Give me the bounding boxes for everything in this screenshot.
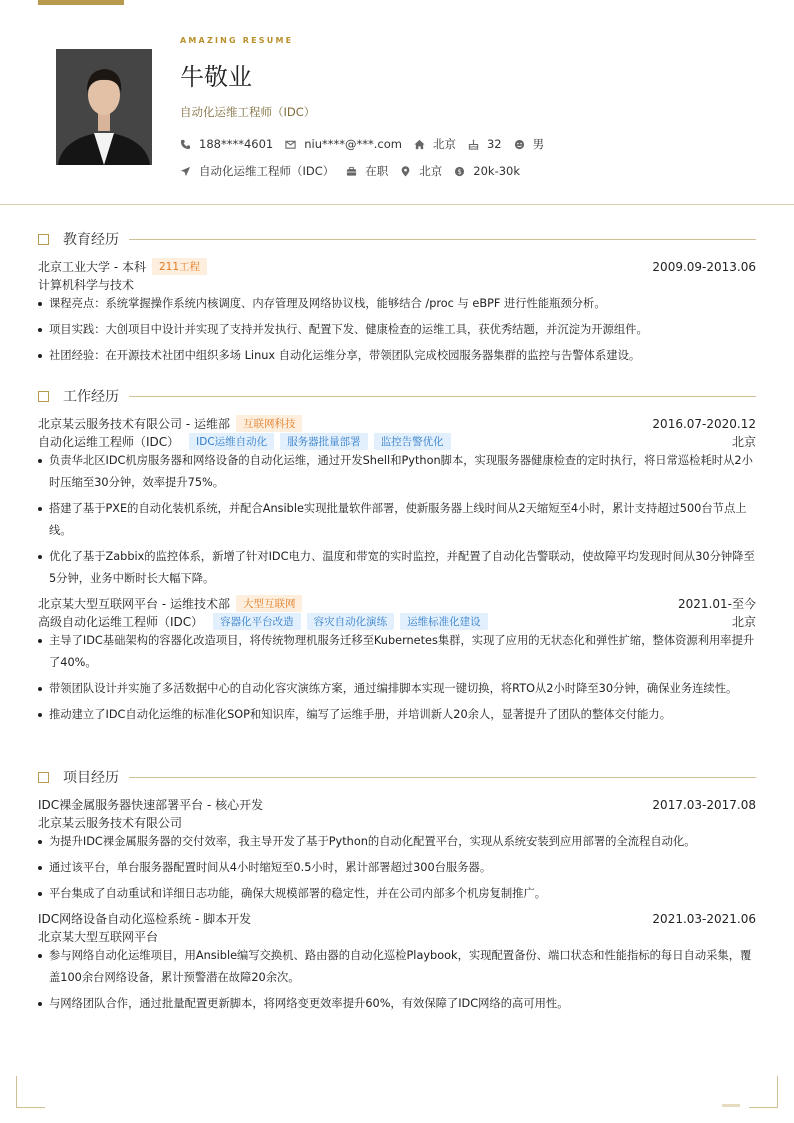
work-role-row [38, 433, 756, 450]
project-org-row [38, 814, 756, 831]
section-rule [129, 239, 756, 240]
project-entry-header [38, 796, 756, 813]
section-title-work [38, 386, 756, 406]
list-item: 优化了基于Zabbix的监控体系，新增了针对IDC电力、温度和带宽的实时监控，并配置了自动化告警联动，使故障平均发现时间从30分钟降至5分钟，业务中断时长大幅下降。 [38, 546, 756, 590]
status-value: 在职 [365, 164, 389, 178]
education-date: 2009.09-2013.06 [652, 259, 756, 274]
gender-value: 男 [532, 137, 545, 151]
project-org-row [38, 928, 756, 945]
resume-header [180, 36, 556, 179]
section-square-icon [38, 772, 49, 783]
project-date: 2017.03-2017.08 [652, 797, 756, 812]
map-pin-icon [400, 166, 411, 177]
section-title-education [38, 229, 756, 249]
project-date: 2021.03-2021.06 [652, 911, 756, 926]
work-entry-header [38, 415, 756, 432]
section-square-icon [38, 391, 49, 402]
section-rule [129, 777, 756, 778]
send-icon [180, 166, 191, 177]
skill-tag: 监控告警优化 [374, 433, 451, 450]
skill-tag: 运维标准化建设 [400, 613, 488, 630]
contact-row [180, 136, 556, 152]
avatar [56, 49, 152, 165]
list-item: 为提升IDC裸金属服务器的交付效率，我主导开发了基于Python的自动化配置平台，实现从系统安装到应用部署的全流程自动化。 [38, 831, 756, 853]
education-entry-header [38, 258, 756, 275]
project-name-role: IDC裸金属服务器快速部署平台 - 核心开发 [38, 798, 264, 812]
section-square-icon [38, 234, 49, 245]
work-bullets [38, 630, 756, 730]
list-item: 参与网络自动化运维项目，用Ansible编写交换机、路由器的自动化巡检Playbook，实现配置备份、端口状态和性能指标的每日自动采集，覆盖100余台网络设备，累计预警潜在故障20余次。 [38, 945, 756, 989]
project-bullets [38, 945, 756, 1019]
skill-tag: IDC运维自动化 [189, 433, 274, 450]
salary-icon [454, 166, 465, 177]
phone-value: 188****4601 [199, 137, 274, 151]
section-title-projects [38, 767, 756, 787]
work-date: 2016.07-2020.12 [652, 416, 756, 431]
company-name: 北京某大型互联网平台 - 运维技术部 [38, 597, 230, 611]
education-major-row [38, 276, 756, 293]
list-item: 项目实践：大创项目中设计并实现了支持并发执行、配置下发、健康检查的运维工具，获优秀结题，并沉淀为开源组件。 [38, 319, 756, 341]
list-item: 与网络团队合作，通过批量配置更新脚本，将网络变更效率提升60%，有效保障了IDC网络的高可用性。 [38, 993, 756, 1015]
work-bullets [38, 450, 756, 594]
list-item: 负责华北区IDC机房服务器和网络设备的自动化运维，通过开发Shell和Python脚本，实现服务器健康检查的定时执行，将日常巡检耗时从2小时压缩至30分钟，效率提升75%。 [38, 450, 756, 494]
major: 计算机科学与技术 [38, 278, 135, 292]
location-value: 北京 [432, 137, 456, 151]
section-rule [129, 396, 756, 397]
work-city: 北京 [731, 615, 756, 629]
top-accent-bar [38, 0, 124, 5]
header-divider [0, 204, 794, 205]
phone-icon [180, 139, 191, 150]
email-icon [285, 139, 296, 150]
salary-value: 20k-30k [473, 164, 521, 178]
section-label: 项目经历 [63, 770, 119, 786]
list-item: 主导了IDC基础架构的容器化改造项目，将传统物理机服务迁移至Kubernetes集群，实现了应用的无状态化和弹性扩缩，整体资源利用率提升了40%。 [38, 630, 756, 674]
work-date: 2021.01-至今 [678, 597, 756, 611]
target-city-value: 北京 [419, 164, 443, 178]
work-city: 北京 [731, 435, 756, 449]
email-value: niu****@***.com [304, 137, 402, 151]
education-bullets [38, 293, 756, 371]
job-role: 自动化运维工程师（IDC） [38, 435, 180, 449]
company-name: 北京某云服务技术有限公司 - 运维部 [38, 417, 230, 431]
corner-decoration-left [16, 1076, 46, 1108]
cake-icon [468, 139, 479, 150]
svg-text:$: $ [457, 167, 462, 176]
project-entry-header [38, 910, 756, 927]
home-icon [414, 139, 425, 150]
project-name-role: IDC网络设备自动化巡检系统 - 脚本开发 [38, 912, 252, 926]
section-label: 教育经历 [63, 232, 119, 248]
resume-tagline: AMAZING RESUME [180, 36, 294, 45]
list-item: 课程亮点：系统掌握操作系统内核调度、内存管理及网络协议栈，能够结合 /proc 与 eBPF 进行性能瓶颈分析。 [38, 293, 756, 315]
gender-icon [514, 139, 525, 150]
project-bullets [38, 831, 756, 909]
job-intent-row [180, 163, 556, 179]
list-item: 带领团队设计并实施了多活数据中心的自动化容灾演练方案，通过编排脚本实现一键切换，将RTO从2小时降至30分钟，确保业务连续性。 [38, 678, 756, 700]
section-label: 工作经历 [63, 389, 119, 405]
list-item: 搭建了基于PXE的自动化装机系统，并配合Ansible实现批量软件部署，使新服务器上线时间从2天缩短至4小时，累计支持超过500台节点上线。 [38, 498, 756, 542]
company-tag: 大型互联网 [236, 595, 303, 612]
page-indicator [722, 1104, 740, 1107]
list-item: 推动建立了IDC自动化运维的标准化SOP和知识库，编写了运维手册，并培训新人20余人，显著提升了团队的整体交付能力。 [38, 704, 756, 726]
project-org: 北京某大型互联网平台 [38, 930, 159, 944]
school-tag: 211工程 [152, 258, 207, 275]
skill-tag: 容器化平台改造 [213, 613, 301, 630]
target-position-value: 自动化运维工程师（IDC） [199, 164, 335, 178]
project-org: 北京某云服务技术有限公司 [38, 816, 183, 830]
skill-tag: 容灾自动化演练 [307, 613, 395, 630]
corner-decoration-right [748, 1076, 778, 1108]
school-degree: 北京工业大学 - 本科 [38, 260, 146, 274]
candidate-name: 牛敬业 [180, 63, 252, 91]
job-role: 高级自动化运维工程师（IDC） [38, 615, 204, 629]
list-item: 通过该平台，单台服务器配置时间从4小时缩短至0.5小时，累计部署超过300台服务器。 [38, 857, 756, 879]
company-tag: 互联网科技 [236, 415, 303, 432]
skill-tag: 服务器批量部署 [280, 433, 368, 450]
list-item: 平台集成了自动重试和详细日志功能，确保大规模部署的稳定性，并在公司内部多个机房复制推广。 [38, 883, 756, 905]
work-role-row [38, 613, 756, 630]
work-entry-header [38, 595, 756, 612]
list-item: 社团经验：在开源技术社团中组织多场 Linux 自动化运维分享，带领团队完成校园服务器集群的监控与告警体系建设。 [38, 345, 756, 367]
age-value: 32 [486, 137, 502, 151]
briefcase-icon [346, 166, 357, 177]
candidate-title: 自动化运维工程师（IDC） [180, 105, 316, 119]
